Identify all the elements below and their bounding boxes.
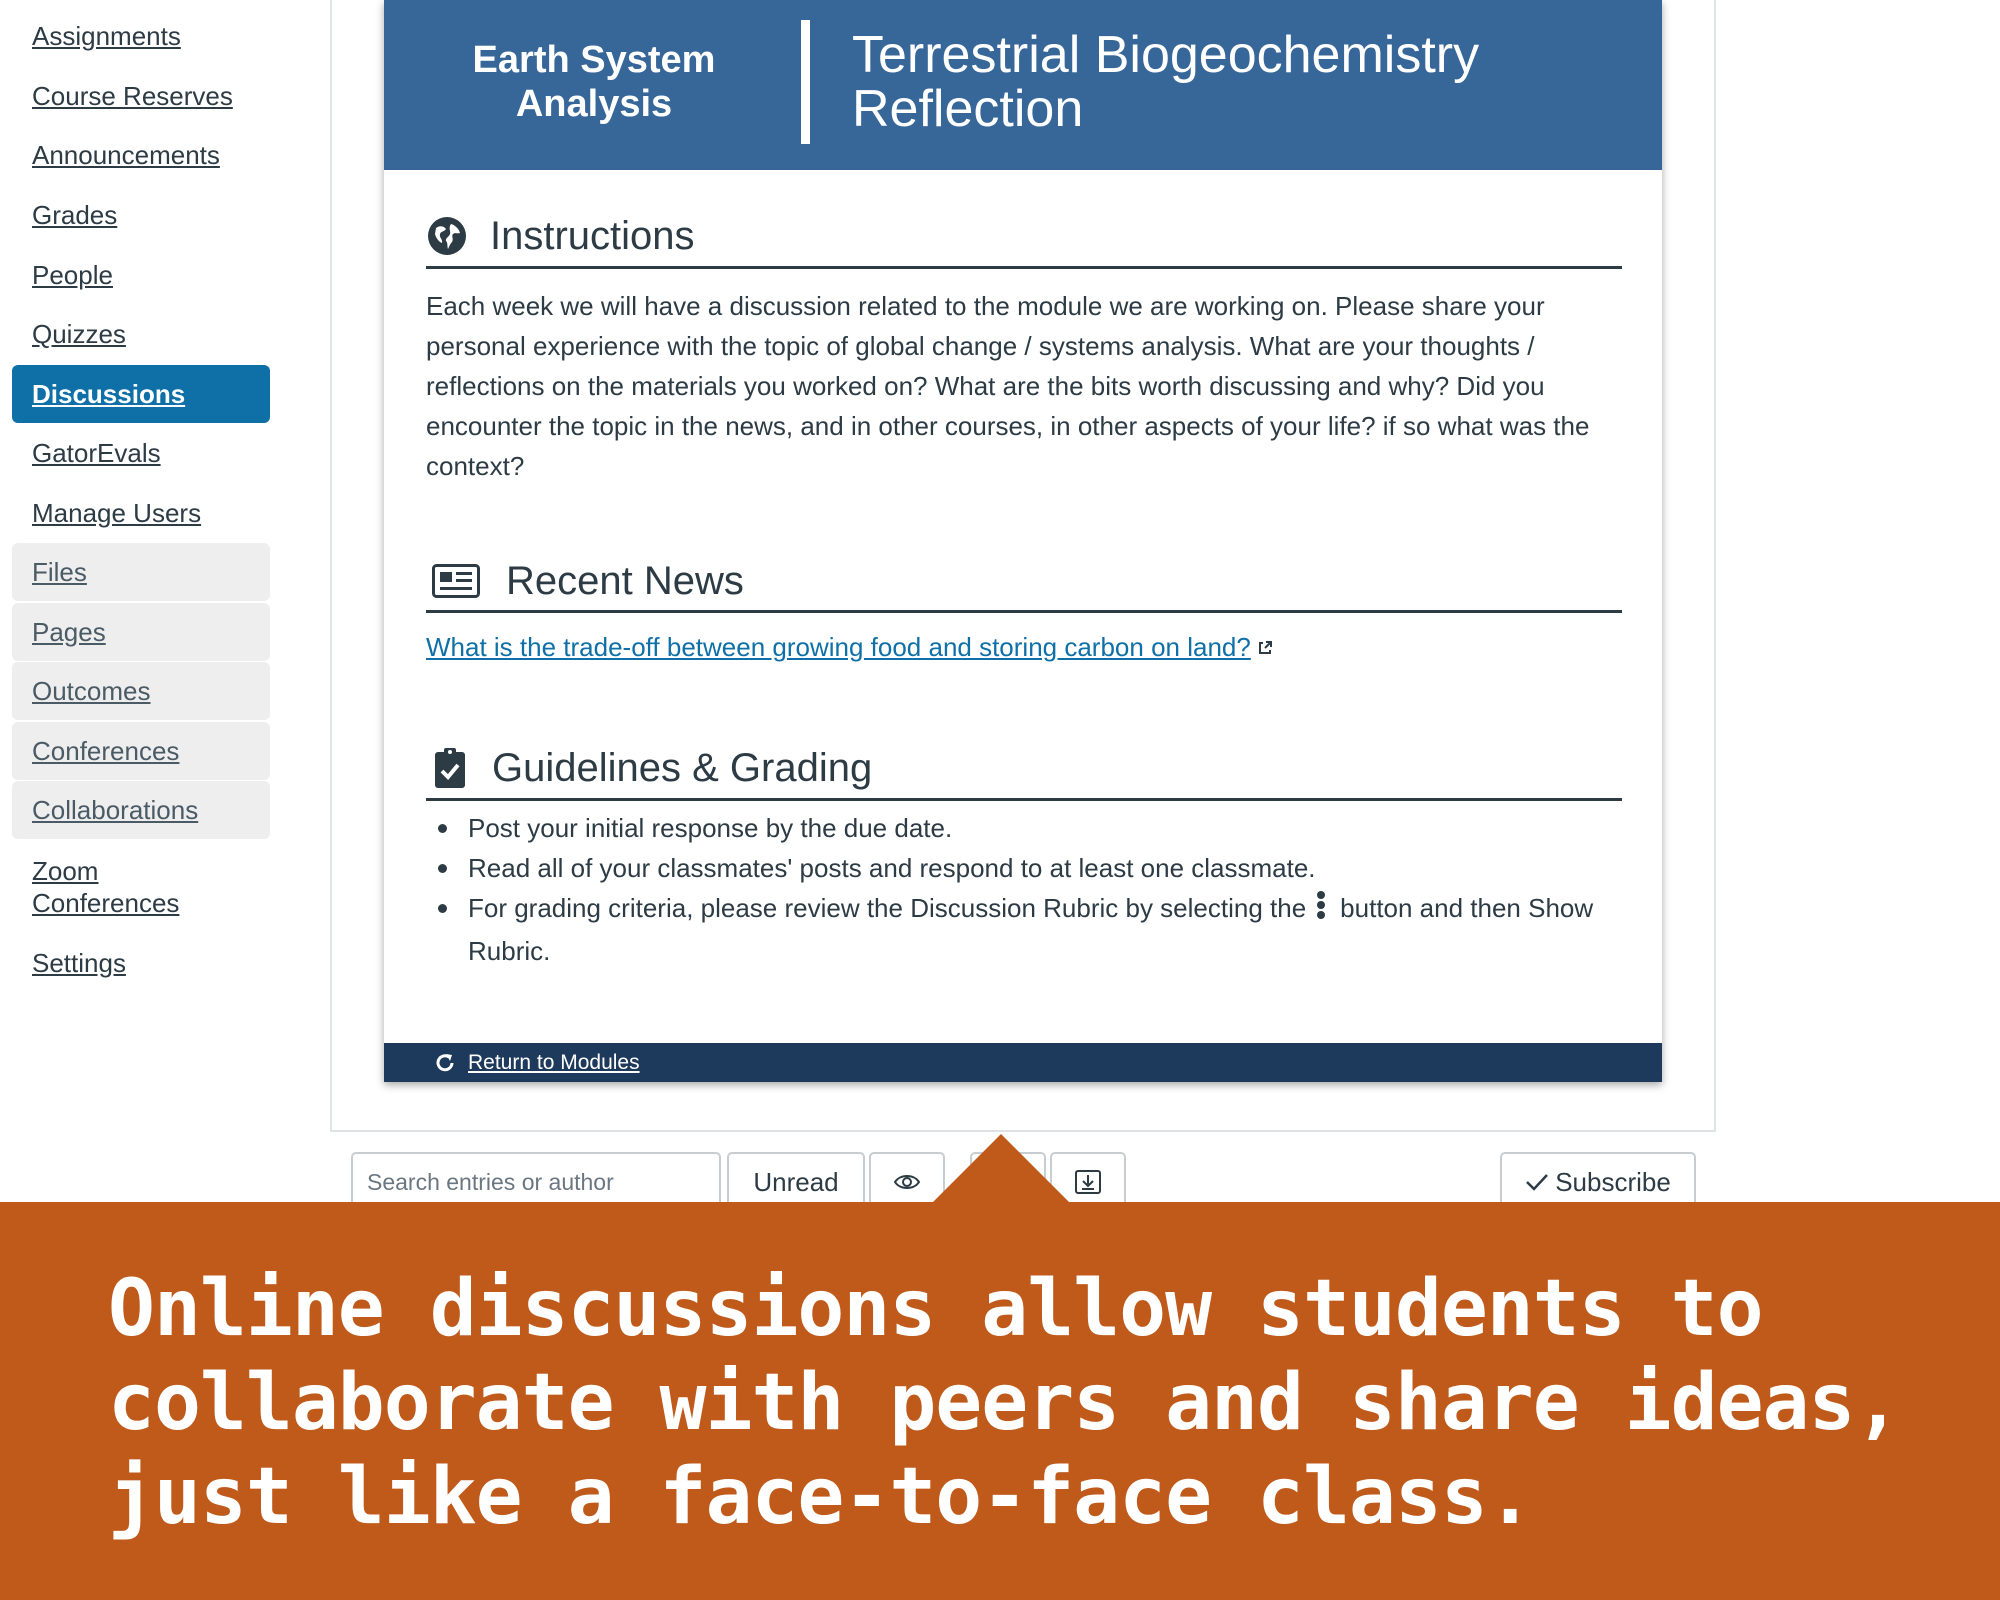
nav-grades[interactable]: Grades: [32, 199, 118, 230]
guideline-3-start: For grading criteria, please review the Discussion Rubric by selecting the: [468, 893, 1307, 923]
unread-filter-button[interactable]: Unread: [727, 1152, 865, 1212]
nav-conferences[interactable]: Conferences: [12, 722, 270, 780]
list-item: [426, 888, 1616, 971]
nav-pages[interactable]: Pages: [12, 603, 270, 661]
guidelines-heading: [426, 738, 1622, 801]
guidelines-list: [426, 808, 1616, 971]
search-input[interactable]: Search entries or author: [351, 1152, 721, 1212]
card-footer: [384, 1043, 1662, 1082]
kebab-menu-icon: [1316, 890, 1326, 931]
page-title: Terrestrial Biogeochemistry Reflection: [852, 26, 1480, 138]
nav-manage-users[interactable]: Manage Users: [32, 497, 202, 528]
discussion-card: [384, 0, 1662, 1082]
list-item: Read all of your classmates' posts and respond to at least one classmate.: [426, 848, 1616, 888]
nav-zoom-conferences[interactable]: Zoom Conferences: [32, 856, 180, 918]
nav-files[interactable]: Files: [12, 543, 270, 601]
page-banner: [384, 0, 1662, 170]
nav-discussions[interactable]: Discussions: [12, 365, 270, 423]
external-link-icon: [1257, 640, 1273, 656]
list-item: Post your initial response by the due date.: [426, 808, 1616, 848]
news-heading: [426, 552, 1622, 613]
news-title: Recent News: [506, 558, 744, 603]
banner-divider: [801, 20, 810, 144]
toolbar-divider: [330, 1130, 1716, 1132]
nav-outcomes[interactable]: Outcomes: [12, 662, 270, 720]
return-to-modules-link[interactable]: [434, 1051, 640, 1075]
nav-people[interactable]: People: [32, 259, 113, 290]
refresh-icon: [434, 1052, 456, 1074]
nav-assignments[interactable]: Assignments: [32, 20, 181, 51]
guidelines-title: Guidelines & Grading: [492, 745, 873, 790]
course-nav: [0, 0, 330, 1200]
nav-announcements[interactable]: Announcements: [32, 139, 220, 170]
download-icon: [1075, 1170, 1101, 1194]
instructions-title: Instructions: [490, 213, 695, 258]
nav-collaborations[interactable]: Collaborations: [12, 781, 270, 839]
guideline-3-end: button and then Show Rubric.: [468, 893, 1594, 966]
caption-pointer: [933, 1134, 1069, 1202]
news-link-text: What is the trade-off between growing food and storing carbon on land?: [426, 632, 1251, 662]
instructions-text: Each week we will have a discussion related to the module we are working on. Please share your personal experience with the topic of global change / systems analysis. What are your thoughts / reflections on the materials you worked on? What are the bits worth discussing and why? Did you encounter the topic in the news, and in other courses, in other aspects of your life? if so what was the context?: [426, 291, 1590, 481]
globe-icon: [426, 215, 468, 257]
nav-quizzes[interactable]: Quizzes: [32, 318, 126, 349]
course-name: Earth System Analysis: [472, 39, 716, 125]
nav-gatorevals[interactable]: GatorEvals: [32, 437, 161, 468]
nav-course-reserves[interactable]: Course Reserves: [32, 80, 233, 111]
subscribe-label: Subscribe: [1555, 1166, 1671, 1197]
eye-icon: [893, 1173, 921, 1191]
newspaper-icon: [432, 563, 480, 599]
clipboard-check-icon: [432, 746, 468, 790]
instructions-heading: [426, 206, 1622, 269]
checkmark-icon: [1525, 1172, 1549, 1192]
news-article-link[interactable]: [426, 632, 1273, 663]
nav-settings[interactable]: Settings: [32, 947, 126, 978]
caption-text: Online discussions allow students to collaborate with peers and share ideas, just like a face-to-face class.: [108, 1264, 1901, 1542]
return-to-modules-label: Return to Modules: [468, 1050, 640, 1074]
